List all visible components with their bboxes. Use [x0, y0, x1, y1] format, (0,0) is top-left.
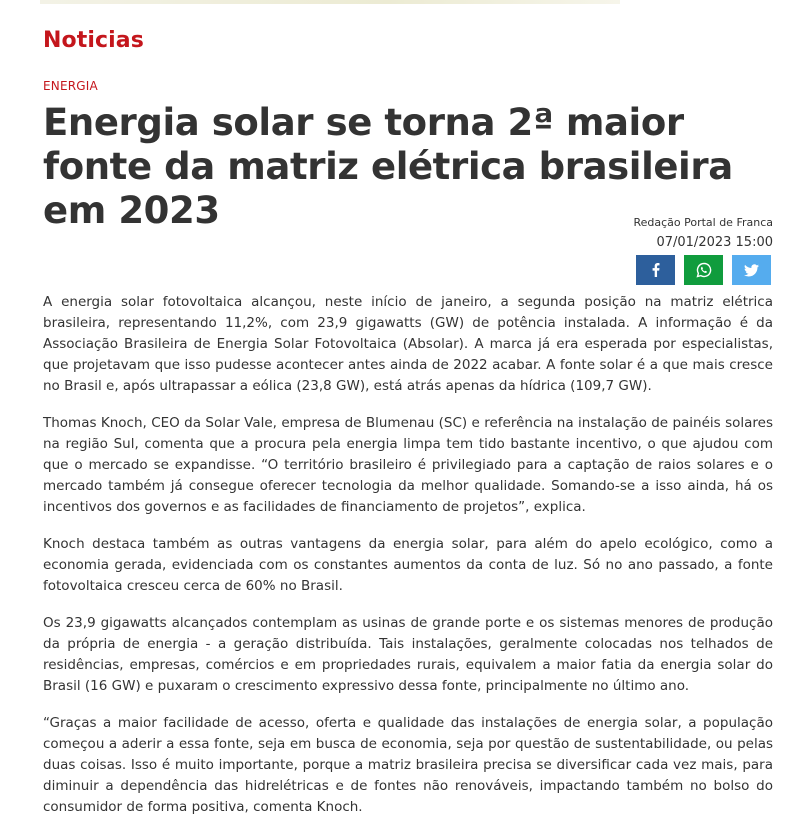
article-paragraph: “Graças a maior facilidade de acesso, oferta e qualidade das instalações de energia solar, a população começou a aderir a essa fonte, seja em busca de economia, seja por questão de sustentabilidade, ou pelas duas coisas. Isso é muito importante, porque a matriz brasileira precisa se diversificar cada vez mais, para diminuir a dependência das hidrelétricas e de fontes não renováveis, impactando também no bolso do consumidor de forma positiva, comenta Knoch.: [43, 715, 773, 815]
article-paragraph: A energia solar fotovoltaica alcançou, neste início de janeiro, a segunda posição na matriz elétrica brasileira, representando 11,2%, com 23,9 gigawatts (GW) de potência instalada. A informação é da Associação Brasileira de Energia Solar Fotovoltaica (Absolar). A marca já era esperada por especialistas, que projetavam que isso pudesse acontecer antes ainda de 2022 acabar. A fonte solar é a que mais cresce no Brasil e, após ultrapassar a eólica (23,8 GW), está atrás apenas da hídrica (109,7 GW).: [43, 294, 773, 394]
share-twitter-button[interactable]: [732, 255, 771, 285]
article-paragraph: Thomas Knoch, CEO da Solar Vale, empresa de Blumenau (SC) e referência na instalação de painéis solares na região Sul, comenta que a procura pela energia limpa tem tido bastante incentivo, o que ajudou com que o mercado se expandisse. “O território brasileiro é privilegiado para a captação de raios solares e o mercado também já consegue oferecer tecnologia da melhor qualidade. Somando-se a isso ainda, há os incentivos dos governos e as facilidades de financiamento de projetos”, explica.: [43, 415, 773, 515]
top-banner-strip: [40, 0, 620, 4]
category-link[interactable]: ENERGIA: [43, 79, 98, 93]
article-date: 07/01/2023 15:00: [656, 235, 773, 250]
article-paragraph: Os 23,9 gigawatts alcançados contemplam as usinas de grande porte e os sistemas menores de produção da própria de energia - a geração distribuída. Tais instalações, geralmente colocadas nos telhados de residências, empresas, comércios e em propriedades rurais, equivalem a maior fatia da energia solar do Brasil (16 GW) e puxaram o crescimento expressivo dessa fonte, principalmente no último ano.: [43, 615, 773, 694]
facebook-icon: [649, 263, 663, 277]
share-whatsapp-button[interactable]: [684, 255, 723, 285]
share-facebook-button[interactable]: [636, 255, 675, 285]
article-body: [43, 292, 773, 834]
article-paragraph: Knoch destaca também as outras vantagens da energia solar, para além do apelo ecológico, como a economia gerada, evidenciada com os constantes aumentos da conta de luz. Só no ano passado, a fonte fotovoltaica cresceu cerca de 60% no Brasil.: [43, 536, 773, 594]
share-buttons: [636, 255, 771, 285]
article-meta: [633, 215, 773, 255]
twitter-icon: [744, 264, 759, 277]
article-headline: Energia solar se torna 2ª maior fonte da matriz elétrica brasileira em 2023: [43, 101, 733, 232]
article-author: Redação Portal de Franca: [633, 216, 773, 229]
whatsapp-icon: [696, 262, 712, 278]
section-title: Noticias: [43, 28, 144, 53]
